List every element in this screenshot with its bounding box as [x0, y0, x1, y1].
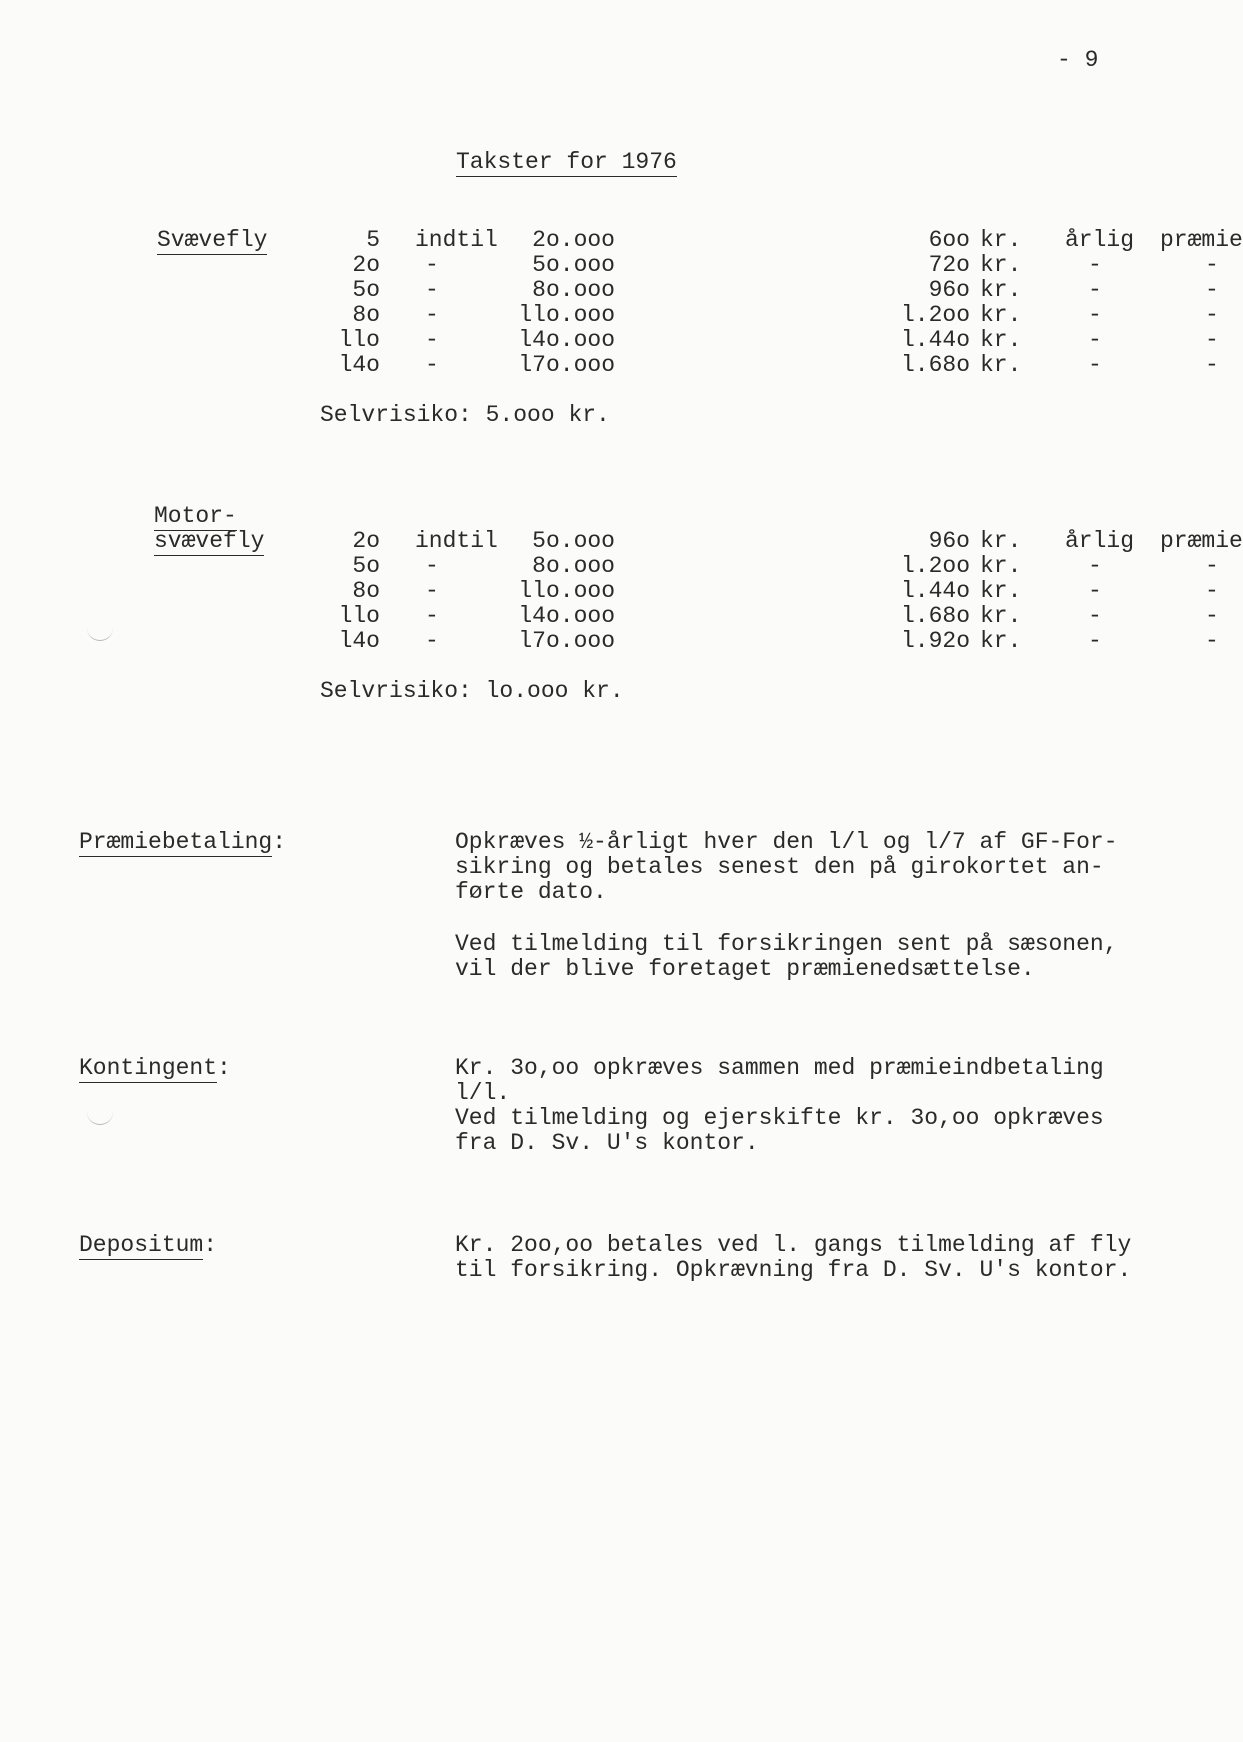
rate-row [320, 553, 1219, 579]
rate-from: 2o [352, 252, 380, 278]
rate-col2: - [1205, 352, 1219, 378]
text-line: Opkræves ½-årligt hver den l/l og l/7 af GF-For- [455, 829, 1118, 855]
svaevefly-rate-table [320, 227, 1243, 378]
rate-col1: - [1088, 578, 1102, 604]
rate-col1: - [1088, 628, 1102, 654]
rate-sep: - [425, 302, 439, 328]
text-line: Ved tilmelding til forsikringen sent på sæsonen, [455, 931, 1118, 957]
rate-col2: præmie [1160, 227, 1243, 253]
rate-to: l4o.ooo [518, 603, 615, 629]
motorsvaevefly-label-line1-text: Motor- [154, 503, 237, 529]
praemiebetaling-label-text: Præmiebetaling [79, 829, 273, 855]
rate-premium: l.44o [900, 578, 970, 604]
rate-from: llo [338, 603, 380, 629]
rate-premium: l.68o [900, 603, 970, 629]
rate-col1: - [1088, 277, 1102, 303]
depositum-colon: : [203, 1232, 218, 1258]
rate-sep: - [425, 352, 439, 378]
rate-row [320, 327, 1219, 353]
rate-sep: indtil [415, 528, 498, 554]
svaevefly-selvrisiko: Selvrisiko: 5.ooo kr. [320, 402, 610, 428]
rate-from: l4o [338, 628, 380, 654]
page-title [456, 150, 677, 175]
rate-to: 2o.ooo [532, 227, 615, 253]
rate-sep: - [425, 578, 439, 604]
text-line: Kr. 3o,oo opkræves sammen med præmieindbetaling [455, 1055, 1104, 1081]
rate-kr: kr. [980, 302, 1022, 328]
rate-row [320, 352, 1219, 378]
rate-col1: årlig [1065, 227, 1135, 253]
rate-col1: - [1088, 553, 1102, 579]
text-line: l/l. [455, 1080, 511, 1106]
rate-sep: - [425, 277, 439, 303]
kontingent-colon: : [217, 1055, 231, 1081]
motorsvaevefly-label-line1 [154, 504, 237, 529]
rate-premium: l.2oo [900, 553, 970, 579]
rate-to: llo.ooo [518, 302, 615, 328]
rate-premium: 96o [928, 277, 970, 303]
rate-from: 8o [352, 302, 380, 328]
rate-premium: 6oo [928, 227, 970, 253]
rate-from: llo [338, 327, 380, 353]
text-line: fra D. Sv. U's kontor. [455, 1130, 759, 1156]
depositum-paragraph [455, 1233, 1131, 1283]
rate-from: 5o [352, 553, 380, 579]
rate-to: 5o.ooo [532, 528, 615, 554]
rate-row [320, 227, 1243, 253]
rate-sep: - [425, 628, 439, 654]
praemiebetaling-colon: : [272, 829, 287, 855]
rate-to: l4o.ooo [518, 327, 615, 353]
rate-kr: kr. [980, 553, 1022, 579]
rate-col1: - [1088, 327, 1102, 353]
rate-from: 2o [352, 528, 380, 554]
rate-row [320, 578, 1219, 604]
kontingent-label-text: Kontingent [79, 1055, 218, 1081]
rate-to: 8o.ooo [532, 553, 615, 579]
rate-row [320, 603, 1219, 629]
rate-kr: kr. [980, 327, 1022, 353]
text-line: sikring og betales senest den på girokortet an- [455, 854, 1104, 880]
rate-to: 5o.ooo [532, 252, 615, 278]
praemiebetaling-paragraph-2 [455, 932, 1118, 982]
rate-sep: - [425, 327, 439, 353]
page-number: - 9 [1057, 47, 1099, 73]
kontingent-paragraph [455, 1056, 1104, 1156]
rate-sep: indtil [415, 227, 498, 253]
rate-kr: kr. [980, 628, 1022, 654]
rate-col2: - [1205, 277, 1219, 303]
rate-kr: kr. [980, 352, 1022, 378]
rate-kr: kr. [980, 578, 1022, 604]
svaevefly-label [157, 228, 267, 253]
rate-premium: 72o [928, 252, 970, 278]
rate-from: l4o [338, 352, 380, 378]
rate-premium: l.44o [900, 327, 970, 353]
svaevefly-label-text: Svævefly [157, 227, 268, 253]
text-line: vil der blive foretaget præmienedsættelse. [455, 956, 1035, 982]
rate-col1: - [1088, 302, 1102, 328]
text-line: Kr. 2oo,oo betales ved l. gangs tilmelding af fly [455, 1232, 1132, 1258]
rate-col2: - [1205, 327, 1219, 353]
rate-col1: - [1088, 252, 1102, 278]
rate-row [320, 628, 1219, 654]
rate-kr: kr. [980, 277, 1022, 303]
motorsvaevefly-label-line2-text: svævefly [154, 528, 265, 554]
rate-kr: kr. [980, 603, 1022, 629]
rate-row [320, 277, 1219, 303]
rate-from: 8o [352, 578, 380, 604]
punch-hole-mark [87, 626, 113, 641]
rate-col2: - [1205, 578, 1219, 604]
rate-row [320, 252, 1219, 278]
rate-kr: kr. [980, 252, 1022, 278]
rate-premium: l.68o [900, 352, 970, 378]
rate-kr: kr. [980, 528, 1022, 554]
rate-to: 8o.ooo [532, 277, 615, 303]
rate-col2: præmie [1160, 528, 1243, 554]
rate-sep: - [425, 603, 439, 629]
rate-col2: - [1205, 302, 1219, 328]
rate-col1: årlig [1065, 528, 1135, 554]
praemiebetaling-paragraph-1 [455, 830, 1118, 905]
rate-from: 5o [352, 277, 380, 303]
rate-col2: - [1205, 553, 1219, 579]
rate-to: l7o.ooo [518, 628, 615, 654]
depositum-label-text: Depositum [79, 1232, 204, 1258]
depositum-label [79, 1233, 217, 1258]
rate-row [320, 302, 1219, 328]
rate-premium: l.2oo [900, 302, 970, 328]
rate-sep: - [425, 553, 439, 579]
page-title-text: Takster for 1976 [456, 149, 677, 175]
text-line: til forsikring. Opkrævning fra D. Sv. U's kontor. [455, 1257, 1132, 1283]
punch-hole-mark [87, 1110, 113, 1125]
rate-premium: l.92o [900, 628, 970, 654]
text-line: førte dato. [455, 879, 607, 905]
rate-col2: - [1205, 628, 1219, 654]
rate-from: 5 [366, 227, 380, 253]
motorsvaevefly-selvrisiko: Selvrisiko: lo.ooo kr. [320, 678, 624, 704]
praemiebetaling-label [79, 830, 286, 855]
text-line: Ved tilmelding og ejerskifte kr. 3o,oo opkræves [455, 1105, 1104, 1131]
rate-to: llo.ooo [518, 578, 615, 604]
rate-kr: kr. [980, 227, 1022, 253]
rate-col1: - [1088, 352, 1102, 378]
rate-to: l7o.ooo [518, 352, 615, 378]
motorsvaevefly-rate-table [320, 528, 1243, 654]
rate-col1: - [1088, 603, 1102, 629]
rate-col2: - [1205, 252, 1219, 278]
rate-row [320, 528, 1243, 554]
motorsvaevefly-label-line2 [154, 529, 264, 554]
rate-col2: - [1205, 603, 1219, 629]
rate-sep: - [425, 252, 439, 278]
rate-premium: 96o [928, 528, 970, 554]
kontingent-label [79, 1056, 231, 1081]
